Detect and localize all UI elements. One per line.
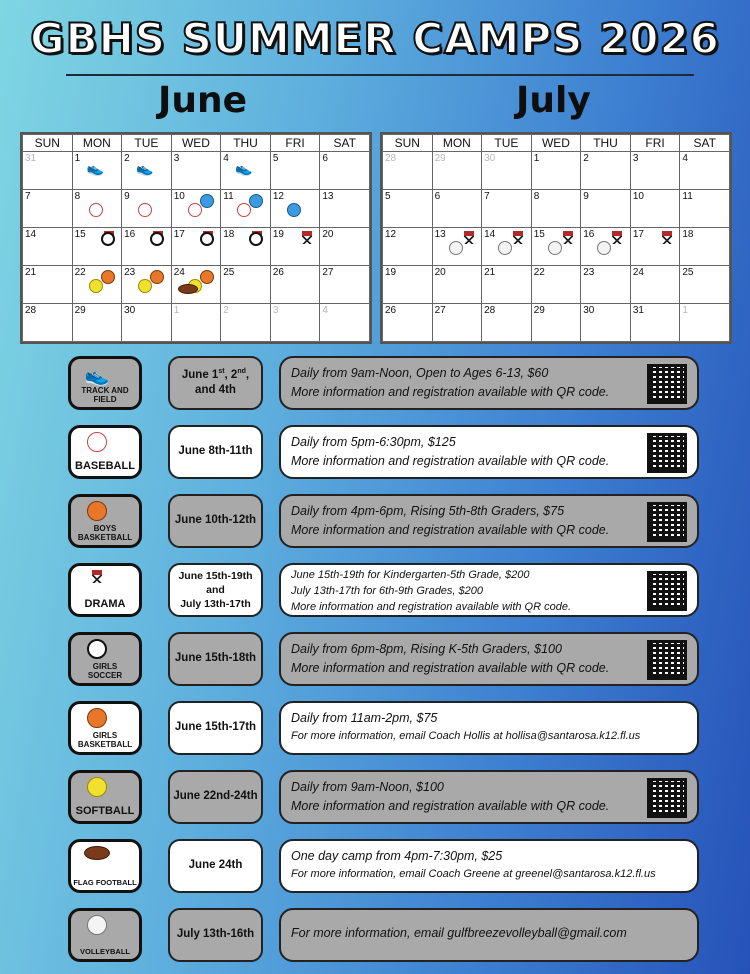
camp-dates [168, 839, 263, 893]
day-number: 8 [533, 191, 540, 202]
day-number: 9 [583, 191, 589, 202]
calendar-day [320, 228, 370, 266]
calendar-day [680, 190, 730, 228]
camp-info [279, 494, 699, 548]
day-number: 5 [385, 191, 391, 202]
camp-row [68, 770, 700, 826]
camp-badge [68, 701, 142, 755]
basketball-icon [200, 194, 214, 208]
day-number: 29 [74, 305, 86, 316]
day-number: 20 [434, 267, 446, 278]
calendar-day [122, 190, 172, 228]
camp-info [279, 908, 699, 962]
camp-dates [168, 701, 263, 755]
day-number: 15 [74, 229, 86, 240]
basketball-icon [200, 270, 214, 284]
camp-dates-line: July 13th-16th [176, 928, 255, 941]
camp-badge [68, 908, 142, 962]
camp-badge [68, 770, 142, 824]
day-header: WED [531, 135, 581, 152]
day-header: SAT [320, 135, 370, 152]
calendar-day [23, 304, 73, 342]
calendar-day [432, 152, 482, 190]
day-number: 13 [322, 191, 334, 202]
day-number: 26 [272, 267, 284, 278]
day-number: 30 [124, 305, 136, 316]
softball-icon [138, 279, 152, 293]
basketball-icon [249, 194, 263, 208]
camp-row [68, 908, 700, 964]
soccer-ball-icon [101, 232, 115, 246]
camp-info-line: Daily from 4pm-6pm, Rising 5th-8th Graders, $75 [291, 504, 565, 518]
basketball-icon [287, 203, 301, 217]
camp-name [71, 461, 139, 473]
day-number: 9 [124, 191, 130, 202]
winged-shoe-icon: 👟 [235, 160, 253, 176]
day-number: 1 [682, 305, 688, 316]
camp-dates [168, 770, 263, 824]
day-number: 31 [25, 153, 37, 164]
day-number: 30 [484, 153, 496, 164]
camp-info-line: Daily from 5pm-6:30pm, $125 [291, 435, 456, 449]
calendar-day [482, 228, 532, 266]
calendar-day [270, 304, 320, 342]
day-number: 11 [682, 191, 693, 202]
title-divider [66, 74, 694, 76]
camp-dates-line: June 1st, 2nd, [181, 368, 250, 381]
day-number: 2 [124, 153, 130, 164]
poster-title: GBHS SUMMER CAMPS 2026 [30, 14, 720, 63]
directors-chair-icon [301, 231, 313, 244]
baseball-icon [237, 203, 251, 217]
day-number: 16 [124, 229, 136, 240]
calendar-day [680, 266, 730, 304]
day-number: 28 [385, 153, 397, 164]
directors-chair-icon [463, 231, 475, 244]
day-number: 10 [632, 191, 644, 202]
calendar-day [581, 266, 631, 304]
calendar-day [432, 228, 482, 266]
directors-chair-icon [611, 231, 623, 244]
camp-dates [168, 425, 263, 479]
baseball-icon [89, 203, 103, 217]
qr-code[interactable] [647, 640, 687, 680]
calendar-day [320, 152, 370, 190]
calendar-day [531, 266, 581, 304]
day-number: 6 [322, 153, 328, 164]
camp-row [68, 632, 700, 688]
camp-badge [68, 563, 142, 617]
day-number: 21 [484, 267, 496, 278]
day-number: 3 [632, 153, 639, 164]
day-number: 29 [434, 153, 446, 164]
camp-dates [168, 494, 263, 548]
camp-name [71, 387, 139, 404]
qr-code[interactable] [647, 433, 687, 473]
camp-info [279, 425, 699, 479]
calendar-day [680, 152, 730, 190]
calendar-day [383, 152, 433, 190]
volleyball-icon [548, 241, 562, 255]
day-header: TUE [122, 135, 172, 152]
camp-name-line: GIRLS [92, 731, 118, 741]
camp-info [279, 701, 699, 755]
calendar-day [531, 152, 581, 190]
camp-info-line: For more information, email gulfbreezevolleyball@gmail.com [291, 926, 627, 940]
camp-name-line: DRAMA [84, 598, 126, 611]
calendar-day [432, 304, 482, 342]
calendar-day [122, 304, 172, 342]
day-number: 18 [682, 229, 694, 240]
day-number: 12 [272, 191, 284, 202]
camp-name-line: GIRLS [92, 662, 118, 672]
volleyball-icon [597, 241, 611, 255]
camp-dates [168, 356, 263, 410]
day-number: 27 [322, 267, 334, 278]
day-header: SUN [383, 135, 433, 152]
day-header: FRI [630, 135, 680, 152]
calendar-day [383, 228, 433, 266]
calendar-day [320, 304, 370, 342]
softball-icon [89, 279, 103, 293]
camp-info-line: Daily from 11am-2pm, $75 [291, 711, 438, 725]
camp-dates-line: June 8th-11th [178, 445, 253, 458]
baseball-icon [138, 203, 152, 217]
calendar-day [171, 304, 221, 342]
camp-row [68, 356, 700, 412]
camp-info [279, 839, 699, 893]
volleyball-icon [498, 241, 512, 255]
calendar-day [270, 266, 320, 304]
day-header: THU [581, 135, 631, 152]
calendar-day [72, 190, 122, 228]
day-number: 14 [25, 229, 37, 240]
day-number: 23 [583, 267, 595, 278]
calendar-day [581, 190, 631, 228]
day-number: 6 [434, 191, 441, 202]
calendar-day [122, 266, 172, 304]
camp-dates-line: June 15th-19th [178, 569, 253, 582]
camp-row [68, 701, 700, 757]
camp-badge [68, 494, 142, 548]
camp-info-line: More information and registration available with QR code. [291, 799, 610, 814]
calendar-day [171, 152, 221, 190]
qr-code[interactable] [647, 778, 687, 818]
camp-dates [168, 908, 263, 962]
july-heading: July [516, 80, 591, 121]
calendar-day [221, 190, 271, 228]
calendar-day [581, 228, 631, 266]
day-number: 31 [632, 305, 644, 316]
camp-info-line: June 15th-19th for Kindergarten-5th Grade, $200 [291, 569, 530, 581]
basketball-icon [87, 708, 107, 728]
camp-name-line: BASKETBALL [77, 739, 133, 749]
calendar-day [270, 152, 320, 190]
camp-name [71, 879, 139, 887]
calendar-day [122, 152, 172, 190]
soccer-ball-icon [87, 639, 107, 659]
calendar-day [23, 190, 73, 228]
football-icon [178, 284, 198, 294]
day-number: 1 [533, 153, 540, 164]
day-number: 25 [223, 267, 235, 278]
camp-info [279, 770, 699, 824]
baseball-icon [87, 432, 107, 452]
day-number: 25 [682, 267, 694, 278]
qr-code[interactable] [647, 502, 687, 542]
calendar-day [122, 228, 172, 266]
calendar-day [23, 266, 73, 304]
calendar-day [221, 152, 271, 190]
day-number: 12 [385, 229, 397, 240]
day-number: 29 [533, 305, 545, 316]
day-number: 4 [682, 153, 688, 164]
directors-chair-icon [91, 570, 103, 583]
day-number: 4 [223, 153, 229, 164]
day-header: THU [221, 135, 271, 152]
softball-icon [87, 777, 107, 797]
camp-name-line: FIELD [93, 394, 117, 404]
camp-name [71, 732, 139, 749]
day-number: 16 [583, 229, 595, 240]
day-header: FRI [270, 135, 320, 152]
camp-name-line: BASKETBALL [77, 532, 133, 542]
football-icon [84, 846, 110, 860]
camp-name [71, 599, 139, 611]
calendar-day [270, 228, 320, 266]
camp-dates [168, 563, 263, 617]
camp-dates-line: and [206, 583, 225, 596]
day-number: 7 [25, 191, 31, 202]
calendar-day [72, 152, 122, 190]
day-number: 11 [223, 191, 234, 202]
day-number: 30 [583, 305, 595, 316]
camp-badge [68, 839, 142, 893]
calendar-day [72, 266, 122, 304]
day-number: 22 [74, 267, 86, 278]
camp-dates-line: June 15th-18th [174, 652, 257, 665]
june-calendar [20, 132, 372, 344]
camp-info-line: One day camp from 4pm-7:30pm, $25 [291, 849, 503, 863]
calendar-day [531, 304, 581, 342]
calendar-day [482, 190, 532, 228]
day-number: 10 [173, 191, 185, 202]
calendar-day [630, 152, 680, 190]
winged-shoe-icon: 👟 [86, 160, 104, 176]
directors-chair-icon [512, 231, 524, 244]
camp-info-line: For more information, email Coach Hollis at hollisa@santarosa.k12.fl.us [291, 730, 641, 743]
calendar-day [581, 304, 631, 342]
camp-info-line: More information and registration available with QR code. [291, 661, 610, 676]
day-number: 23 [124, 267, 136, 278]
day-number: 8 [74, 191, 81, 202]
camp-info-line: For more information, email Coach Greene at greenel@santarosa.k12.fl.us [291, 868, 656, 881]
day-number: 17 [173, 229, 185, 240]
camp-name-line: FLAG FOOTBALL [73, 878, 137, 888]
day-number: 14 [484, 229, 496, 240]
camp-dates [168, 632, 263, 686]
calendar-day [171, 190, 221, 228]
june-heading: June [158, 80, 248, 121]
camp-row [68, 563, 700, 619]
calendar-day [320, 266, 370, 304]
camp-info [279, 563, 699, 617]
day-number: 19 [385, 267, 397, 278]
winged-shoe-icon: 👟 [136, 160, 154, 176]
volleyball-icon [87, 915, 107, 935]
camp-name-line: VOLLEYBALL [80, 947, 130, 957]
camp-name [71, 525, 139, 542]
camp-info-line: July 13th-17th for 6th-9th Grades, $200 [291, 584, 484, 597]
day-header: TUE [482, 135, 532, 152]
day-number: 15 [533, 229, 545, 240]
camp-row [68, 494, 700, 550]
day-number: 2 [223, 305, 229, 316]
calendar-day [531, 190, 581, 228]
calendar-day [72, 304, 122, 342]
calendar-day [432, 266, 482, 304]
calendar-day [581, 152, 631, 190]
day-number: 19 [272, 229, 284, 240]
camp-dates-line: July 13th-17th [180, 598, 251, 611]
camp-name-line: BOYS [93, 524, 117, 534]
camp-name-line: SOFTBALL [75, 805, 135, 818]
camp-name-line: SOCCER [87, 670, 123, 680]
calendar-day [680, 304, 730, 342]
day-number: 13 [434, 229, 446, 240]
day-number: 4 [322, 305, 328, 316]
day-header: MON [432, 135, 482, 152]
calendar-day [482, 304, 532, 342]
camp-info-line: Daily from 9am-Noon, Open to Ages 6-13, $60 [291, 366, 549, 380]
camp-name [71, 806, 139, 818]
camp-badge [68, 425, 142, 479]
camp-info-line: Daily from 9am-Noon, $100 [291, 780, 444, 794]
day-number: 21 [25, 267, 37, 278]
day-number: 17 [632, 229, 644, 240]
calendar-day [72, 228, 122, 266]
calendar-day [630, 190, 680, 228]
day-number: 27 [434, 305, 446, 316]
calendar-day [630, 228, 680, 266]
camp-row [68, 839, 700, 895]
calendar-day [221, 228, 271, 266]
calendar-day [221, 304, 271, 342]
camp-info-line: More information and registration available with QR code. [291, 523, 610, 538]
basketball-icon [150, 270, 164, 284]
camp-name-line: TRACK AND [81, 386, 129, 396]
calendar-day [383, 304, 433, 342]
camp-dates-line: June 10th-12th [174, 514, 257, 527]
day-number: 3 [272, 305, 279, 316]
camp-badge [68, 632, 142, 686]
calendar-day [383, 190, 433, 228]
day-number: 18 [223, 229, 235, 240]
day-number: 20 [322, 229, 334, 240]
qr-code[interactable] [647, 364, 687, 404]
calendar-day [680, 228, 730, 266]
camp-row [68, 425, 700, 481]
calendar-day [320, 190, 370, 228]
calendar-day [531, 228, 581, 266]
day-number: 26 [385, 305, 397, 316]
day-number: 2 [583, 153, 589, 164]
directors-chair-icon [562, 231, 574, 244]
calendar-day [171, 266, 221, 304]
basketball-icon [87, 501, 107, 521]
calendar-day [221, 266, 271, 304]
day-header: WED [171, 135, 221, 152]
day-number: 1 [74, 153, 81, 164]
camp-name [71, 948, 139, 956]
day-header: SUN [23, 135, 73, 152]
camp-name [71, 663, 139, 680]
camp-info-line: Daily from 6pm-8pm, Rising K-5th Graders, $100 [291, 642, 562, 656]
camp-dates-line: and 4th [195, 384, 236, 397]
calendar-day [270, 190, 320, 228]
day-number: 28 [484, 305, 496, 316]
day-header: MON [72, 135, 122, 152]
day-number: 22 [533, 267, 545, 278]
qr-code[interactable] [647, 571, 687, 611]
camp-info-line: More information and registration available with QR code. [291, 454, 610, 469]
winged-shoe-icon: 👟 [84, 363, 110, 387]
day-number: 28 [25, 305, 37, 316]
calendar-day [432, 190, 482, 228]
calendar-day [630, 266, 680, 304]
day-number: 3 [173, 153, 180, 164]
day-number: 24 [632, 267, 644, 278]
camp-info [279, 632, 699, 686]
camp-dates-line: June 22nd-24th [173, 790, 258, 803]
calendar-day [23, 228, 73, 266]
camp-info-line: More information and registration available with QR code. [291, 600, 572, 613]
directors-chair-icon [661, 231, 673, 244]
calendar-day [482, 266, 532, 304]
camp-badge [68, 356, 142, 410]
calendar-day [171, 228, 221, 266]
camp-dates-line: June 15th-17th [174, 721, 257, 734]
camp-name-line: BASEBALL [75, 460, 135, 473]
baseball-icon [188, 203, 202, 217]
camp-dates-line: June 24th [188, 859, 243, 872]
july-calendar [380, 132, 732, 344]
calendar-day [630, 304, 680, 342]
camp-info-line: More information and registration available with QR code. [291, 385, 610, 400]
day-number: 1 [173, 305, 180, 316]
calendar-day [482, 152, 532, 190]
day-number: 5 [272, 153, 279, 164]
volleyball-icon [449, 241, 463, 255]
day-number: 7 [484, 191, 490, 202]
basketball-icon [101, 270, 115, 284]
calendar-day [383, 266, 433, 304]
calendar-day [23, 152, 73, 190]
soccer-ball-icon [200, 232, 214, 246]
camp-info [279, 356, 699, 410]
day-number: 24 [173, 267, 185, 278]
day-header: SAT [680, 135, 730, 152]
